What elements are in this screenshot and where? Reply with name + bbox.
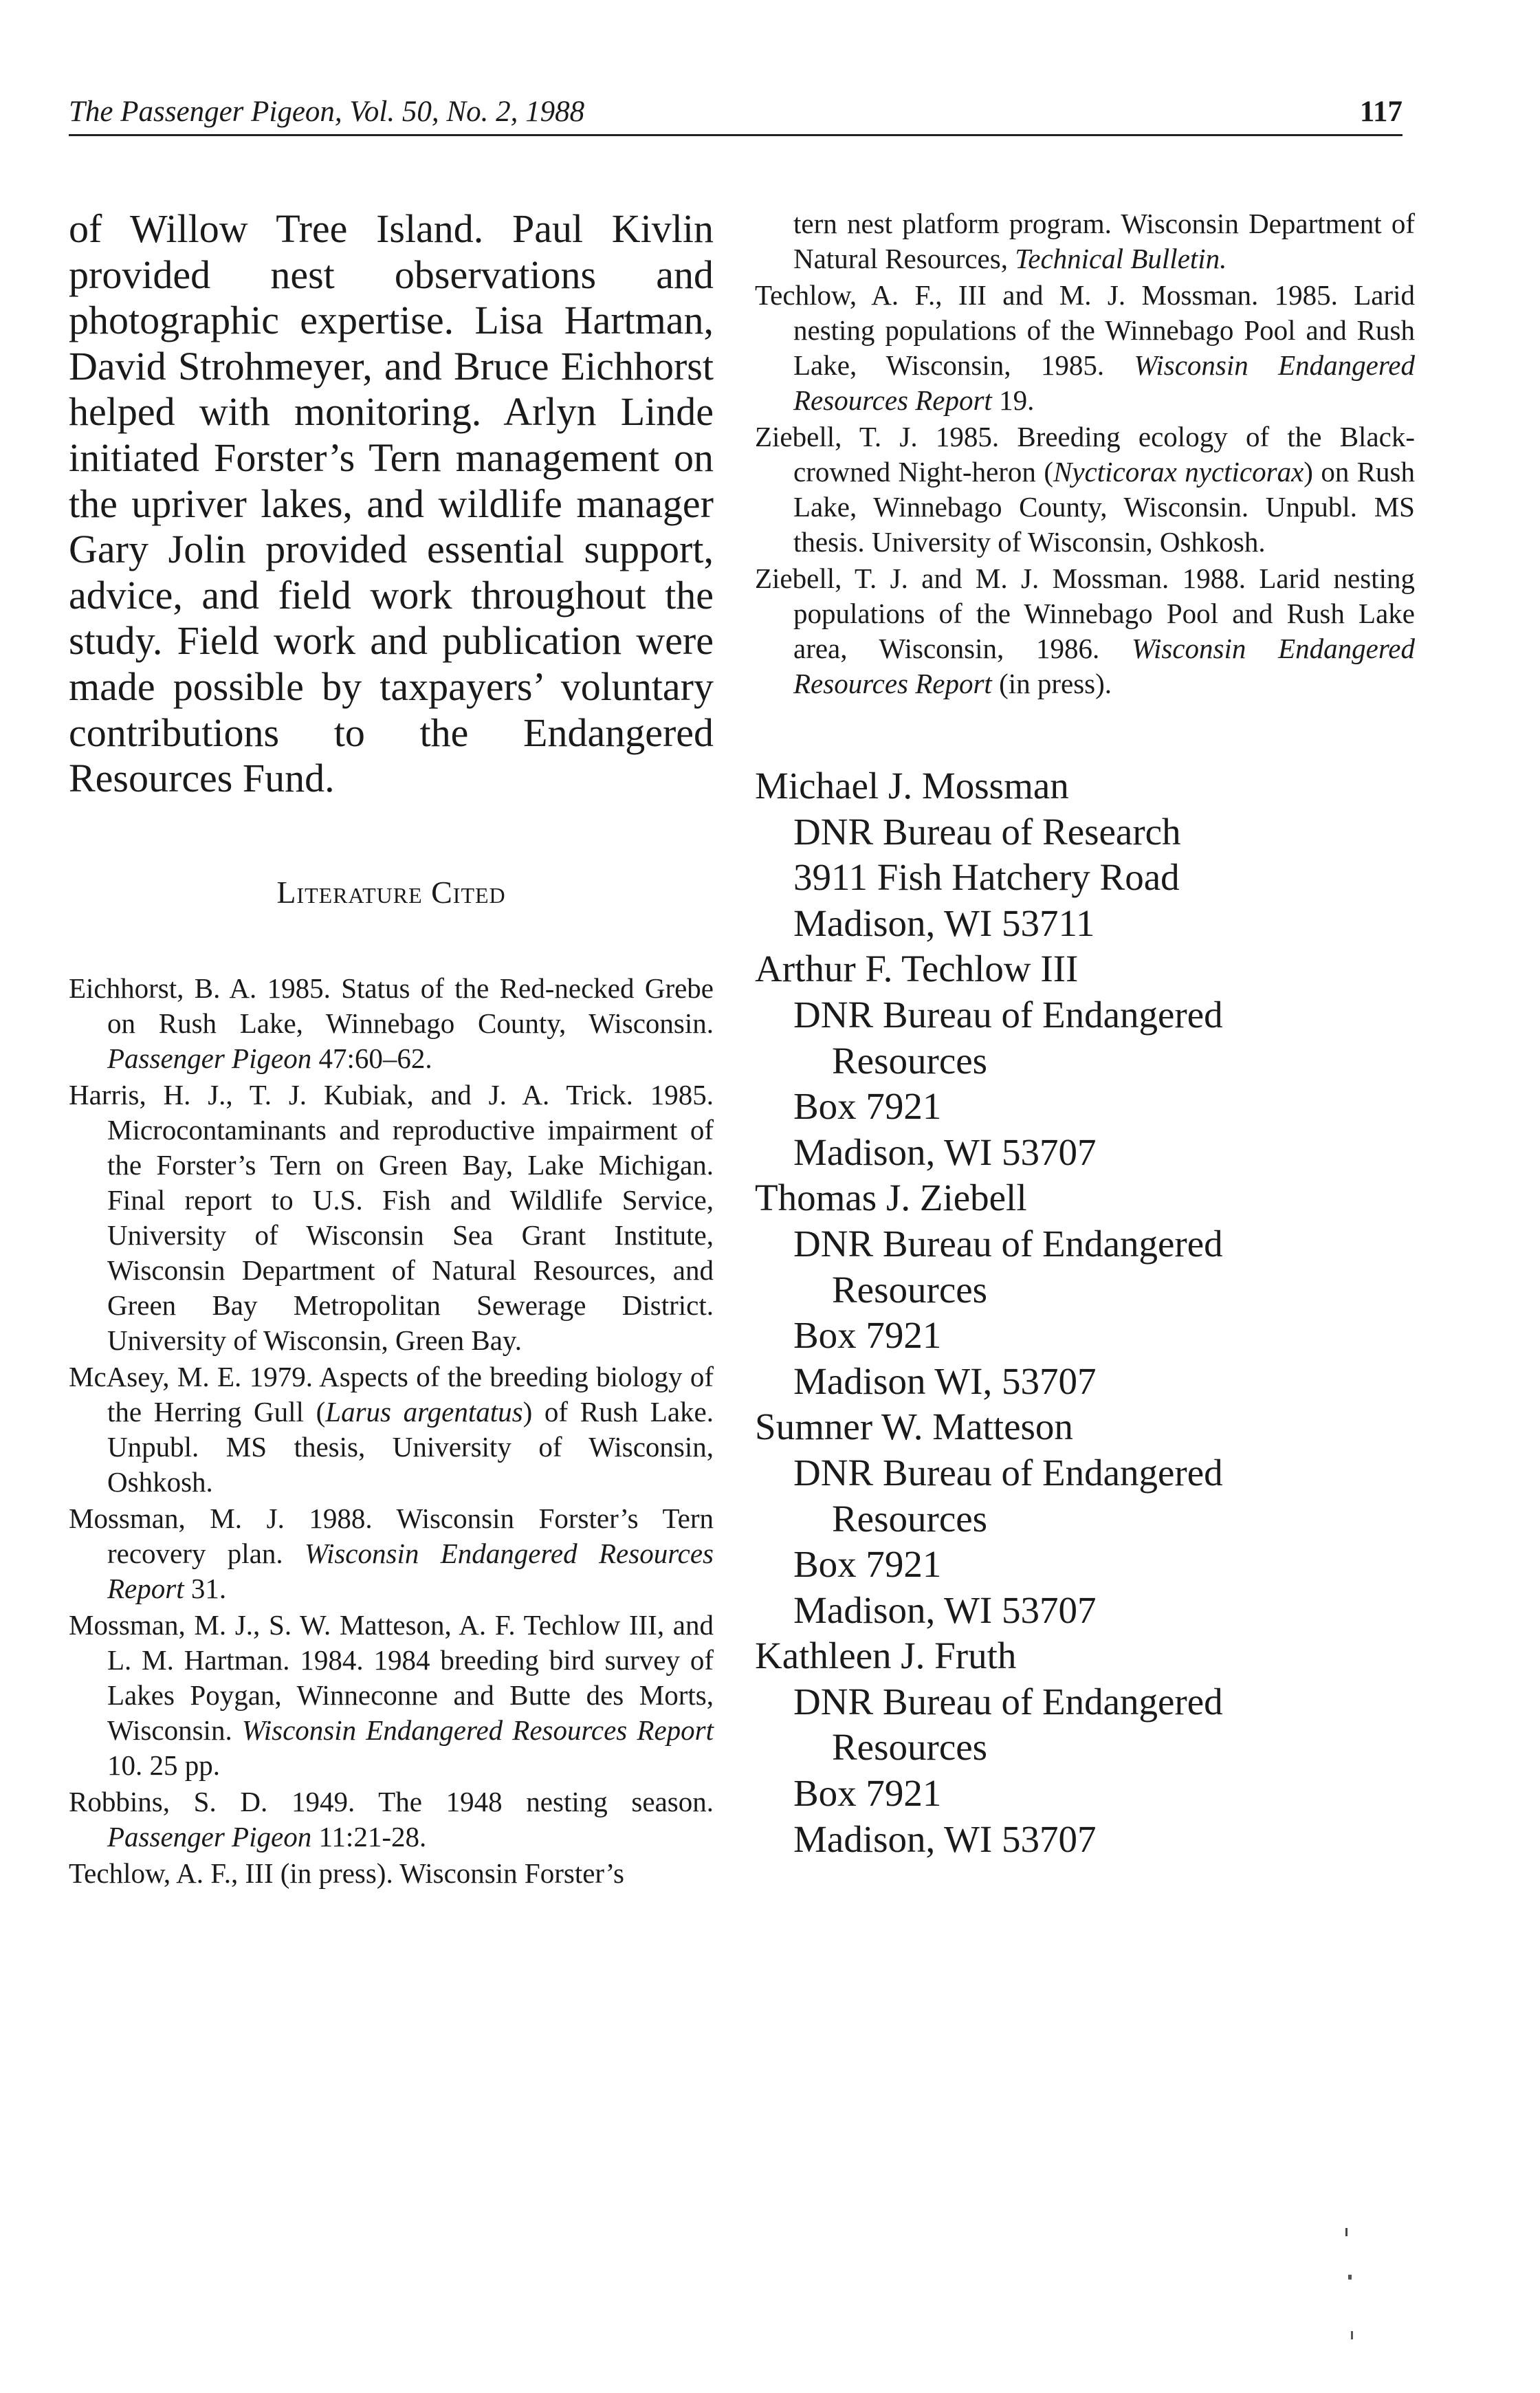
address-line: Madison, WI 53707 (793, 1130, 1097, 1173)
address-line: 3911 Fish Hatchery Road (793, 856, 1180, 899)
reference-entry (69, 1078, 714, 1358)
reference-entry (69, 971, 714, 1076)
reference-entry (69, 1359, 714, 1500)
reference-text: ) of Rush Lake. Unpubl. MS thesis, University of Wisconsin, Oshkosh. (107, 1395, 714, 1498)
reference-text: Mossman, M. J. 1988. Wisconsin Forster’s Tern recovery plan. (69, 1502, 714, 1569)
author-name: Thomas J. Ziebell (755, 1177, 1027, 1219)
reference-text: Eichhorst, B. A. 1985. Status of the Red-necked Grebe on Rush Lake, Winnebago County, Wisconsin. (69, 972, 714, 1039)
address-line: Box 7921 (793, 1543, 942, 1586)
author-address-block (755, 946, 1415, 1175)
reference-text: 47:60–62. (311, 1042, 432, 1074)
reference-entry (755, 419, 1415, 560)
author-name: Sumner W. Matteson (755, 1406, 1073, 1448)
literature-cited-heading: Literature Cited (276, 874, 506, 910)
reference-italic: Nycticorax nycticorax (1053, 456, 1304, 488)
left-column (69, 206, 714, 1892)
author-address-block (755, 1404, 1415, 1633)
author-name: Arthur F. Techlow III (755, 948, 1079, 990)
reference-italic: Larus argentatus (325, 1395, 523, 1428)
reference-entry (69, 1501, 714, 1606)
author-addresses (755, 763, 1415, 1862)
author-address-block (755, 1633, 1415, 1862)
address-line: Box 7921 (793, 1085, 942, 1128)
address-line: DNR Bureau of Endangered (793, 1680, 1223, 1723)
author-address-block (755, 763, 1415, 946)
page-number: 117 (1359, 96, 1402, 128)
address-line: Resources (832, 1268, 988, 1311)
address-line: Resources (832, 1039, 988, 1082)
reference-italic: Wisconsin Endangered Resources Report (793, 633, 1416, 699)
reference-entry (755, 206, 1415, 276)
reference-text: 10. 25 pp. (107, 1749, 220, 1781)
reference-italic: Wisconsin Endangered Resources Report (107, 1537, 714, 1604)
reference-text: Mossman, M. J., S. W. Matteson, A. F. Techlow III, and L. M. Hartman. 1984. 1984 breeding bird survey of Lakes Poygan, Winneconne and Butte des Morts, Wisconsin. (69, 1608, 714, 1746)
journal-citation: The Passenger Pigeon, Vol. 50, No. 2, 1988 (69, 96, 585, 128)
author-address-block (755, 1175, 1415, 1404)
acknowledgement-paragraph: of Willow Tree Island. Paul Kivlin provided nest observations and photographic expertise. Lisa Hartman, David Strohmeyer, and Bruce Eichhorst helped with monitoring. Arlyn Linde initiated Forster’s Tern management on the upriver lakes, and wildlife manager Gary Jolin provided essential support, advice, and field work throughout the study. Field work and publication were made possible by taxpayers’ voluntary contributions to the Endangered Resources Fund. (69, 206, 714, 801)
reference-text: 11:21-28. (311, 1820, 427, 1853)
reference-text: ) on Rush Lake, Winnebago County, Wisconsin. Unpubl. MS thesis. University of Wisconsin, Oshkosh. (793, 456, 1415, 558)
reference-entry (69, 1856, 714, 1891)
author-name: Michael J. Mossman (755, 765, 1069, 807)
reference-italic: Wisconsin Endangered Resources Report (793, 349, 1415, 416)
right-column (755, 206, 1415, 1862)
address-line: DNR Bureau of Endangered (793, 1222, 1223, 1265)
reference-text: Techlow, A. F., III (in press). Wisconsin Forster’s (69, 1857, 624, 1889)
reference-text: McAsey, M. E. 1979. Aspects of the breeding biology of the Herring Gull ( (69, 1360, 714, 1428)
address-line: Madison, WI 53707 (793, 1588, 1097, 1631)
reference-list-left (69, 971, 714, 1891)
reference-text: 19. (991, 384, 1035, 416)
address-line: DNR Bureau of Research (793, 810, 1181, 853)
address-line: DNR Bureau of Endangered (793, 993, 1223, 1036)
reference-list-right (755, 206, 1415, 701)
address-line: Resources (832, 1726, 988, 1769)
reference-entry (755, 561, 1415, 701)
reference-text: Techlow, A. F., III and M. J. Mossman. 1985. Larid nesting populations of the Winnebago Pool and Rush Lake, Wisconsin, 1985. (755, 279, 1415, 381)
scan-specks (1344, 2221, 1372, 2359)
address-line: Madison WI, 53707 (793, 1359, 1097, 1402)
reference-text: 31. (184, 1572, 227, 1604)
reference-text: Ziebell, T. J. and M. J. Mossman. 1988. Larid nesting populations of the Winnebago Pool and Rush Lake area, Wisconsin, 1986. (755, 562, 1415, 664)
reference-entry (69, 1784, 714, 1855)
reference-text: tern nest platform program. Wisconsin Department of Natural Resources, (793, 208, 1415, 274)
reference-italic: Passenger Pigeon (107, 1820, 312, 1853)
address-line: Box 7921 (793, 1772, 942, 1815)
address-line: DNR Bureau of Endangered (793, 1451, 1223, 1494)
reference-text: Harris, H. J., T. J. Kubiak, and J. A. Trick. 1985. Microcontaminants and reproductive impairment of the Forster’s Tern on Green Bay, Lake Michigan. Final report to U.S. Fish and Wildlife Service, University of Wisconsin Sea Grant Institute, Wisconsin Department of Natural Resources, and Green Bay Metropolitan Sewerage District. University of Wisconsin, Green Bay. (69, 1078, 714, 1356)
reference-italic: Passenger Pigeon (107, 1042, 312, 1074)
address-line: Box 7921 (793, 1314, 942, 1357)
reference-entry (755, 278, 1415, 418)
reference-text: Ziebell, T. J. 1985. Breeding ecology of the Black-crowned Night-heron ( (755, 421, 1415, 488)
reference-italic: Wisconsin Endangered Resources Report (241, 1714, 714, 1746)
address-line: Resources (832, 1497, 988, 1540)
author-name: Kathleen J. Fruth (755, 1635, 1017, 1677)
reference-text: Robbins, S. D. 1949. The 1948 nesting season. (69, 1785, 714, 1817)
reference-text: (in press). (991, 668, 1112, 699)
address-line: Madison, WI 53711 (793, 902, 1095, 944)
running-header (69, 81, 1402, 136)
reference-italic: Technical Bulletin. (1015, 243, 1227, 274)
reference-entry (69, 1608, 714, 1783)
address-line: Madison, WI 53707 (793, 1817, 1097, 1860)
